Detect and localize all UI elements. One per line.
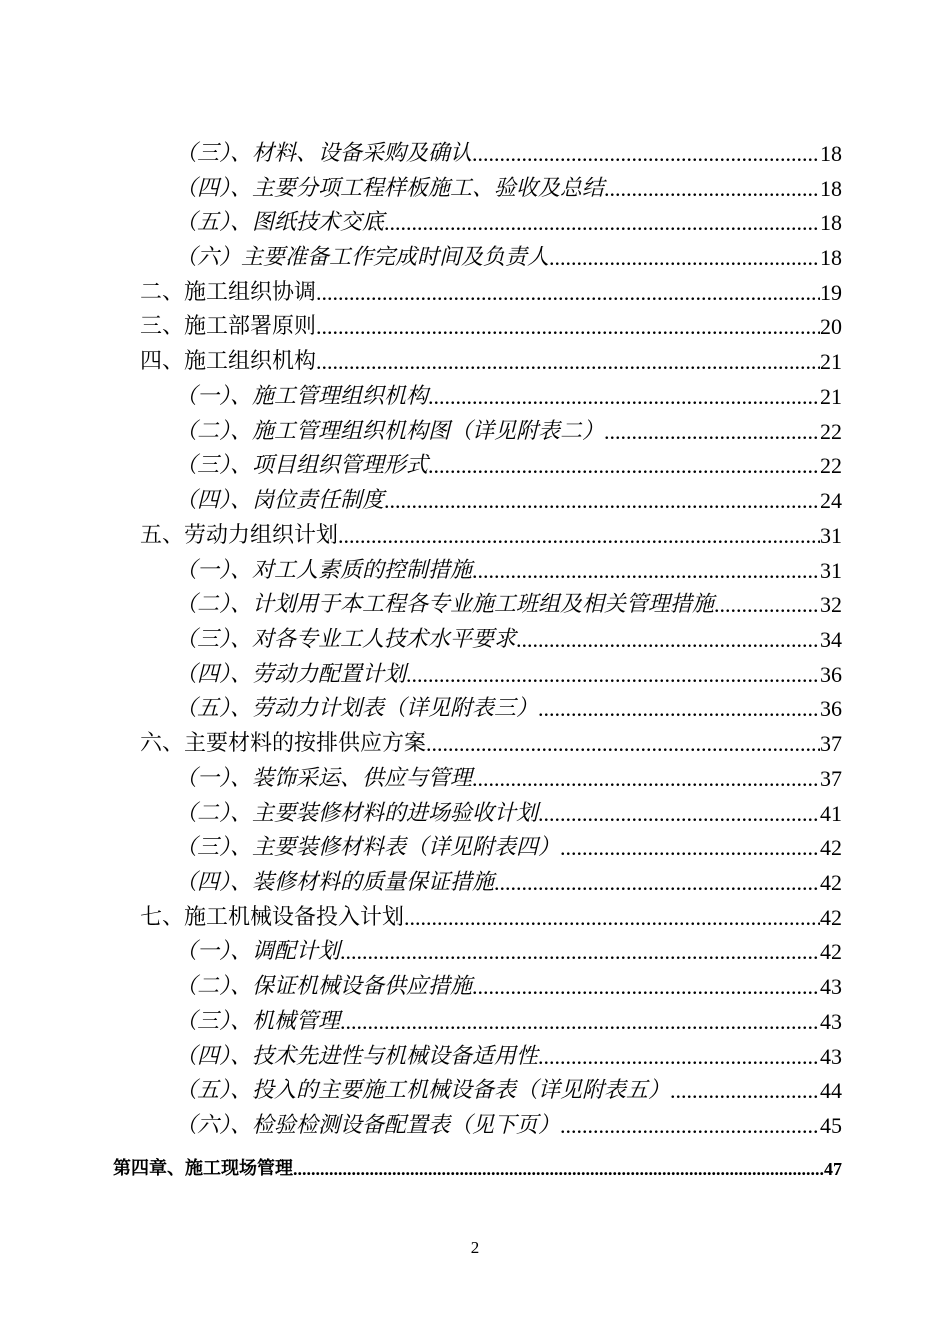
toc-entry-page: 43: [820, 1009, 842, 1034]
toc-entry-title: （三）、机械管理: [175, 1009, 341, 1034]
toc-entry-title: （三）、材料、设备采购及确认: [175, 141, 473, 166]
toc-entry-page: 20: [820, 314, 842, 339]
toc-entry-title: 四、施工组织机构: [140, 349, 317, 374]
toc-leader-dots: [340, 1009, 820, 1035]
toc-leader-dots: [316, 280, 820, 306]
toc-entry-page: 21: [820, 384, 842, 409]
toc-entry-page: 18: [820, 141, 842, 166]
toc-entry-page: 41: [820, 801, 842, 826]
toc-entry-title: （二）、施工管理组织机构图（详见附表二）: [175, 419, 605, 444]
toc-entry-title: （三）、主要装修材料表（详见附表四）: [175, 835, 561, 860]
page-number: 2: [470, 1238, 480, 1257]
toc-entry-page: 43: [820, 1044, 842, 1069]
toc-entry-title: 七、施工机械设备投入计划: [140, 905, 405, 930]
toc-leader-dots: [560, 835, 820, 861]
toc-entry-title: （二）、保证机械设备供应措施: [175, 974, 473, 999]
toc-entry-page: 22: [820, 419, 842, 444]
toc-entry-page: 45: [820, 1113, 842, 1138]
toc-entry-title: （四）、岗位责任制度: [175, 488, 385, 513]
toc-leader-dots: [472, 141, 820, 167]
toc-entry[interactable]: [140, 723, 842, 757]
toc-entry-page: 36: [820, 696, 842, 721]
toc-entry-title: 六、主要材料的按排供应方案: [140, 731, 427, 756]
toc-entry-page: 34: [820, 627, 842, 652]
toc-entry[interactable]: [175, 1036, 842, 1070]
toc-entry-title: （四）、装修材料的质量保证措施: [175, 870, 495, 895]
toc-entry[interactable]: [175, 793, 842, 827]
toc-entry-title: 三、施工部署原则: [140, 314, 317, 339]
toc-leader-dots: [472, 766, 820, 792]
toc-entry-title: （五）、投入的主要施工机械设备表（详见附表五）: [175, 1078, 671, 1103]
toc-entry[interactable]: [175, 654, 842, 688]
toc-leader-dots: [316, 349, 820, 375]
toc-entry[interactable]: [140, 272, 842, 306]
toc-entry-page: 18: [820, 245, 842, 270]
toc-entry-title: （一）、施工管理组织机构: [175, 384, 429, 409]
toc-entry-title: （三）、项目组织管理形式: [175, 453, 429, 478]
toc-entry[interactable]: [175, 411, 842, 445]
toc-entry[interactable]: [175, 1070, 842, 1104]
toc-entry-page: 44: [820, 1078, 842, 1103]
toc-entry-page: 37: [820, 731, 842, 756]
toc-entry-page: 21: [820, 349, 842, 374]
toc-entry-page: 18: [820, 210, 842, 235]
toc-entry[interactable]: [140, 306, 842, 340]
toc-entry[interactable]: [175, 688, 842, 722]
toc-leader-dots: [538, 801, 820, 827]
toc-entry-title: （五）、劳动力计划表（详见附表三）: [175, 696, 539, 721]
toc-leader-dots: [604, 419, 820, 445]
toc-leader-dots: [472, 558, 820, 584]
toc-entry[interactable]: [175, 619, 842, 653]
toc-entry[interactable]: [175, 758, 842, 792]
toc-entry-title: （二）、主要装修材料的进场验收计划: [175, 801, 539, 826]
toc-leader-dots: [494, 870, 820, 896]
toc-leader-dots: [670, 1078, 820, 1104]
toc-leader-dots: [516, 627, 820, 653]
toc-entry[interactable]: [175, 931, 842, 965]
toc-entry[interactable]: [175, 445, 842, 479]
toc-leader-dots: [384, 488, 820, 514]
toc-entry-page: 42: [820, 835, 842, 860]
toc-entry[interactable]: [175, 202, 842, 236]
toc-entry[interactable]: [175, 133, 842, 167]
toc-entry-page: 43: [820, 974, 842, 999]
toc-leader-dots: [338, 523, 820, 549]
toc-leader-dots: [293, 1156, 824, 1182]
toc-leader-dots: [538, 696, 820, 722]
toc-entry-page: 31: [820, 523, 842, 548]
toc-leader-dots: [406, 662, 820, 688]
toc-entry-page: 19: [820, 280, 842, 305]
toc-entry[interactable]: [140, 515, 842, 549]
toc-entry[interactable]: [140, 341, 842, 375]
toc-entry[interactable]: [175, 237, 842, 271]
toc-entry[interactable]: [175, 862, 842, 896]
toc-entry-title: （三）、对各专业工人技术水平要求: [175, 627, 517, 652]
toc-entry-title: （一）、对工人素质的控制措施: [175, 558, 473, 583]
toc-entry[interactable]: [140, 897, 842, 931]
toc-entry[interactable]: [175, 480, 842, 514]
toc-entry[interactable]: [175, 827, 842, 861]
toc-leader-dots: [549, 245, 820, 271]
toc-leader-dots: [428, 453, 820, 479]
toc-leader-dots: [714, 592, 820, 618]
toc-entry-title: 第四章、施工现场管理: [113, 1158, 293, 1179]
toc-entry-title: 二、施工组织协调: [140, 280, 317, 305]
toc-entry-page: 18: [820, 176, 842, 201]
toc-entry-title: （一）、装饰采运、供应与管理: [175, 766, 473, 791]
toc-leader-dots: [384, 210, 820, 236]
toc-leader-dots: [426, 731, 820, 757]
toc-entry-page: 47: [824, 1159, 842, 1179]
toc-entry[interactable]: [175, 1105, 842, 1139]
toc-entry-title: （五）、图纸技术交底: [175, 210, 385, 235]
toc-entry[interactable]: [175, 966, 842, 1000]
toc-chapter-entry[interactable]: [113, 1148, 842, 1182]
toc-entry[interactable]: [175, 168, 842, 202]
toc-leader-dots: [560, 1113, 820, 1139]
toc-entry-page: 42: [820, 870, 842, 895]
toc-leader-dots: [404, 905, 820, 931]
toc-entry-title: （六）、检验检测设备配置表（见下页）: [175, 1113, 561, 1138]
toc-entry-page: 36: [820, 662, 842, 687]
toc-entry-page: 42: [820, 939, 842, 964]
toc-leader-dots: [472, 974, 820, 1000]
toc-entry-title: （四）、劳动力配置计划: [175, 662, 407, 687]
toc-leader-dots: [340, 939, 820, 965]
toc-entry-page: 24: [820, 488, 842, 513]
toc-entry[interactable]: [175, 550, 842, 584]
toc-entry-title: （一）、调配计划: [175, 939, 341, 964]
toc-entry-page: 31: [820, 558, 842, 583]
toc-entry-page: 42: [820, 905, 842, 930]
toc-leader-dots: [538, 1044, 820, 1070]
toc-entry[interactable]: [175, 376, 842, 410]
toc-entry[interactable]: [175, 1001, 842, 1035]
toc-entry-title: （二）、计划用于本工程各专业施工班组及相关管理措施: [175, 592, 715, 617]
toc-leader-dots: [316, 314, 820, 340]
toc-leader-dots: [428, 384, 820, 410]
toc-entry-page: 22: [820, 453, 842, 478]
toc-entry-page: 37: [820, 766, 842, 791]
toc-entry-title: 五、劳动力组织计划: [140, 523, 339, 548]
toc-leader-dots: [604, 176, 820, 202]
toc-entry-title: （四）、技术先进性与机械设备适用性: [175, 1044, 539, 1069]
toc-entry[interactable]: [175, 584, 842, 618]
toc-entry-title: （四）、主要分项工程样板施工、验收及总结: [175, 176, 605, 201]
toc-entry-title: （六）主要准备工作完成时间及负责人: [175, 245, 550, 270]
toc-entry-page: 32: [820, 592, 842, 617]
